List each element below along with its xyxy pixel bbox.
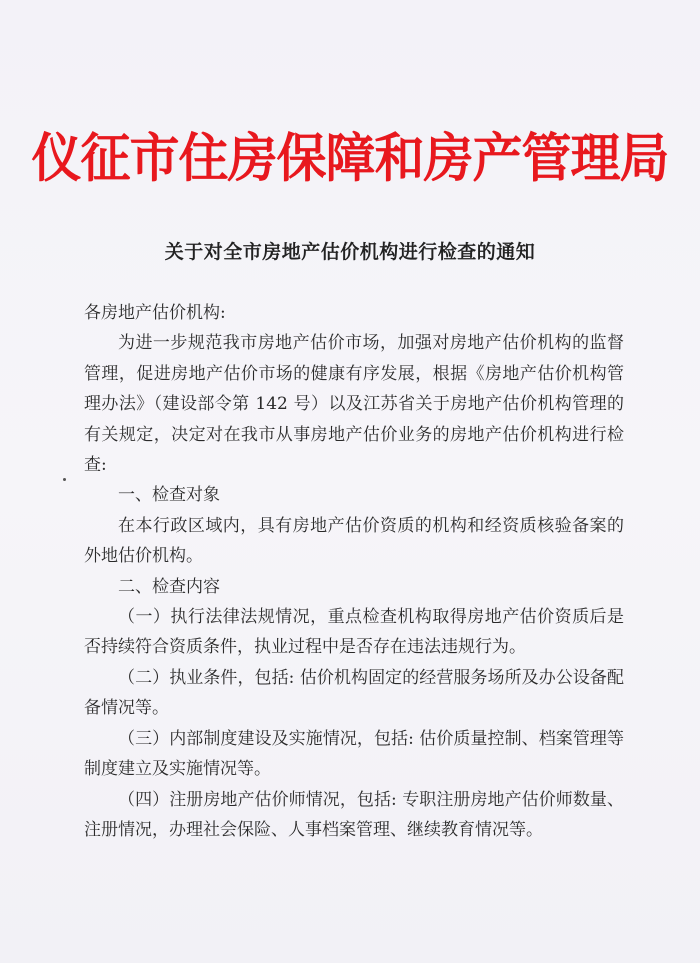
document-title: 关于对全市房地产估价机构进行检查的通知 <box>164 241 536 263</box>
salutation: 各房地产估价机构: <box>84 303 226 323</box>
intro-paragraph: 为进一步规范我市房地产估价市场，加强对房地产估价机构的监督管理，促进房地产估价市场的健康有序发展，根据《房地产估价机构管理办法》（建设部令第 142 号）以及江苏省关于房地产估价机构管理的有关规定，决定对在我市从事房地产估价业务的房地产估价机构进行检查: <box>84 333 624 476</box>
content-item-3: （三）内部制度建设及实施情况，包括: 估价质量控制、档案管理等制度建立及实施情况等。 <box>84 728 624 780</box>
content-item-2: （二）执业条件，包括: 估价机构固定的经营服务场所及办公设备配备情况等。 <box>84 667 624 719</box>
agency-header: 仪征市住房保障和房产管理局 <box>31 126 669 189</box>
section1-text: 在本行政区域内，具有房地产估价资质的机构和经资质核验备案的外地估价机构。 <box>84 515 624 567</box>
document-body <box>84 298 624 845</box>
scan-speck <box>63 478 66 481</box>
content-item-1: （一）执行法律法规情况，重点检查机构取得房地产估价资质后是否持续符合资质条件，执业过程中是否存在违法违规行为。 <box>84 607 624 658</box>
section1-heading: 一、检查对象 <box>118 485 220 506</box>
content-item-4: （四）注册房地产估价师情况，包括: 专职注册房地产估价师数量、注册情况，办理社会保险、人事档案管理、继续教育情况等。 <box>84 789 624 840</box>
section2-heading: 二、检查内容 <box>118 576 220 597</box>
